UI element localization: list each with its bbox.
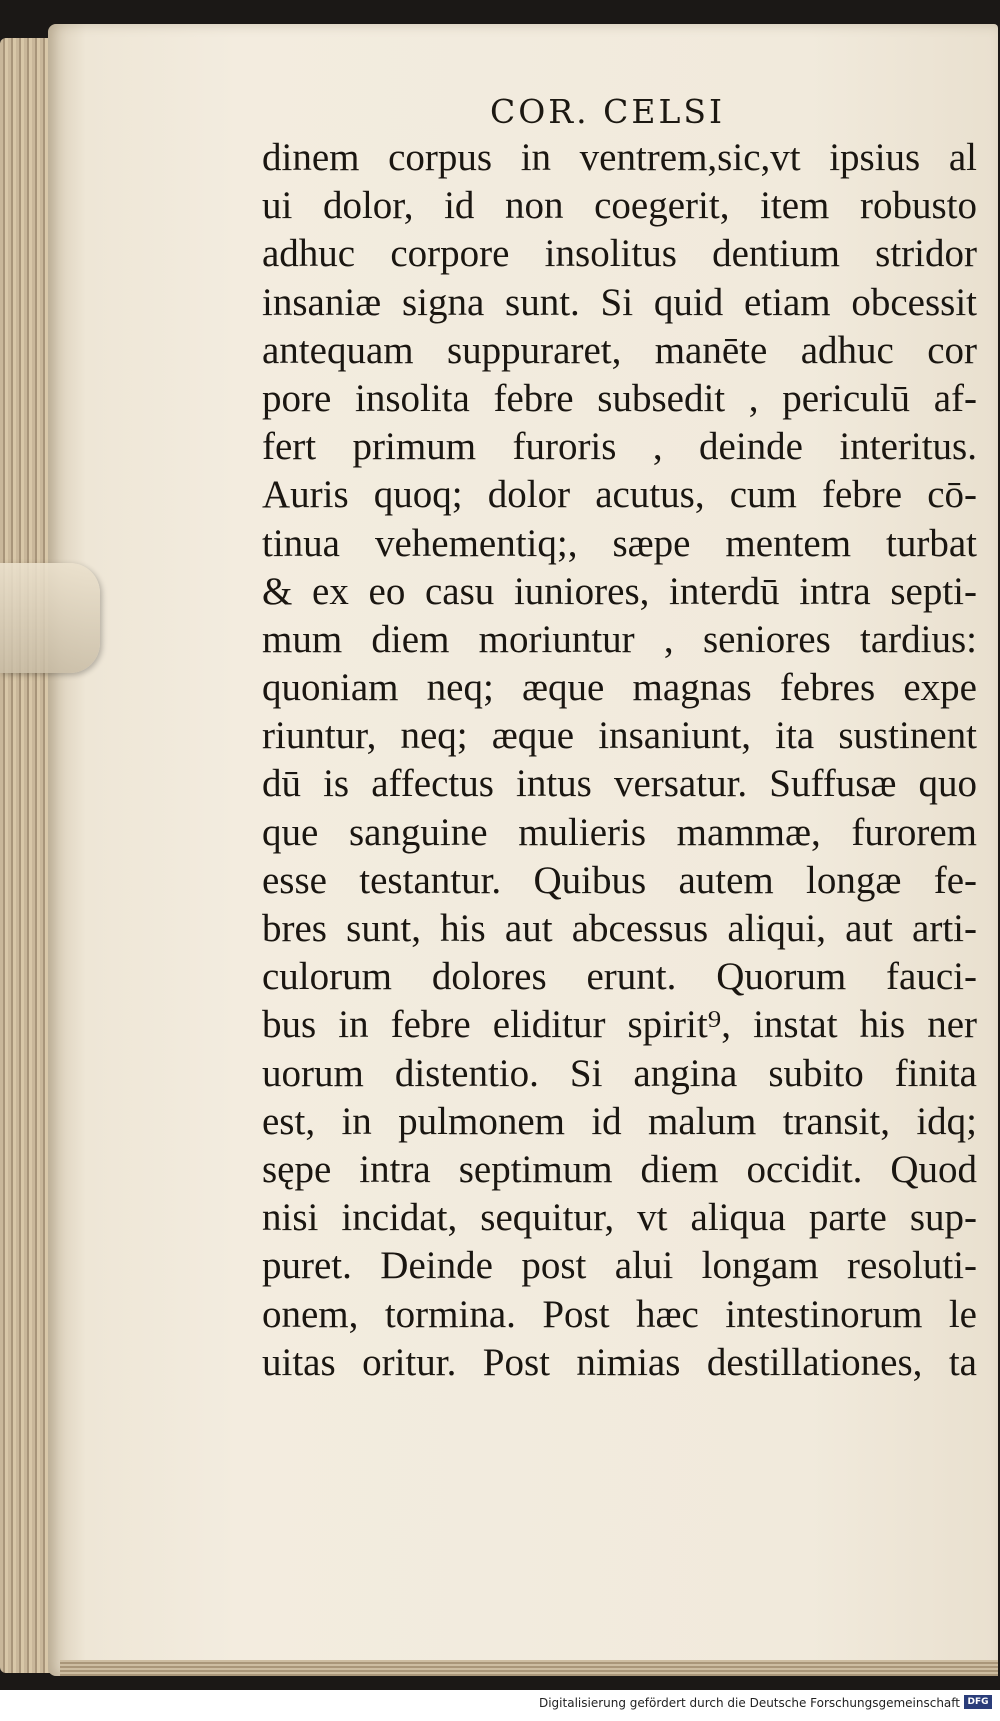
text-line: sępe intra septimum diem occidit. Quod xyxy=(262,1147,977,1191)
text-line: esse testantur. Quibus autem longæ fe- xyxy=(262,858,977,902)
text-line: quoniam neq; æque magnas febres expe xyxy=(262,666,977,710)
running-head: COR. CELSI xyxy=(490,92,726,131)
text-line: bus in febre eliditur spirit⁹, instat his ner xyxy=(262,1003,977,1047)
text-line: Auris quoq; dolor acutus, cum febre cō- xyxy=(262,473,977,517)
text-line: mum diem moriuntur , seniores tardius: xyxy=(262,617,977,661)
text-line: que sanguine mulieris mammæ, furorem xyxy=(262,810,977,854)
text-line: dū is affectus intus versatur. Suffusæ quo xyxy=(262,762,977,806)
text-line: adhuc corpore insolitus dentium stridor xyxy=(262,232,977,276)
text-line: ui dolor, id non coegerit, item robusto xyxy=(262,184,977,228)
text-line: culorum dolores erunt. Quorum fauci- xyxy=(262,955,977,999)
text-line: riuntur, neq; æque insaniunt, ita sustinent xyxy=(262,714,977,758)
text-line: pore insolita febre subsedit , periculū af- xyxy=(262,376,977,420)
dfg-logo: DFG xyxy=(964,1695,992,1709)
text-line: bres sunt, his aut abcessus aliqui, aut arti- xyxy=(262,907,977,950)
text-line: & ex eo casu iuniores, interdū intra septi- xyxy=(262,569,977,613)
text-line: antequam suppuraret, manēte adhuc cor xyxy=(262,328,977,372)
text-line: insaniæ signa sunt. Si quid etiam obcessit xyxy=(262,280,977,324)
bookmark-ribbon xyxy=(0,563,100,673)
text-line: uorum distentio. Si angina subito finita xyxy=(262,1051,977,1095)
page-bottom-edge xyxy=(60,1660,998,1676)
text-line: tinua vehementiq;, sæpe mentem turbat xyxy=(262,521,977,565)
text-line: dinem corpus in ventrem,sic,vt ipsius al xyxy=(262,136,977,179)
text-line: onem, tormina. Post hæc intestinorum le xyxy=(262,1292,977,1336)
text-block xyxy=(262,134,977,1387)
text-line: puret. Deinde post alui longam resoluti- xyxy=(262,1244,977,1288)
footer-bar xyxy=(0,1690,1000,1721)
text-line: est, in pulmonem id malum transit, idq; xyxy=(262,1099,977,1143)
text-line: uitas oritur. Post nimias destillationes, ta xyxy=(262,1340,977,1384)
funding-credit: Digitalisierung gefördert durch die Deutsche Forschungsgemeinschaft xyxy=(538,1696,960,1710)
text-line: nisi incidat, sequitur, vt aliqua parte sup- xyxy=(262,1196,977,1240)
text-line: fert primum furoris , deinde interitus. xyxy=(262,425,977,469)
